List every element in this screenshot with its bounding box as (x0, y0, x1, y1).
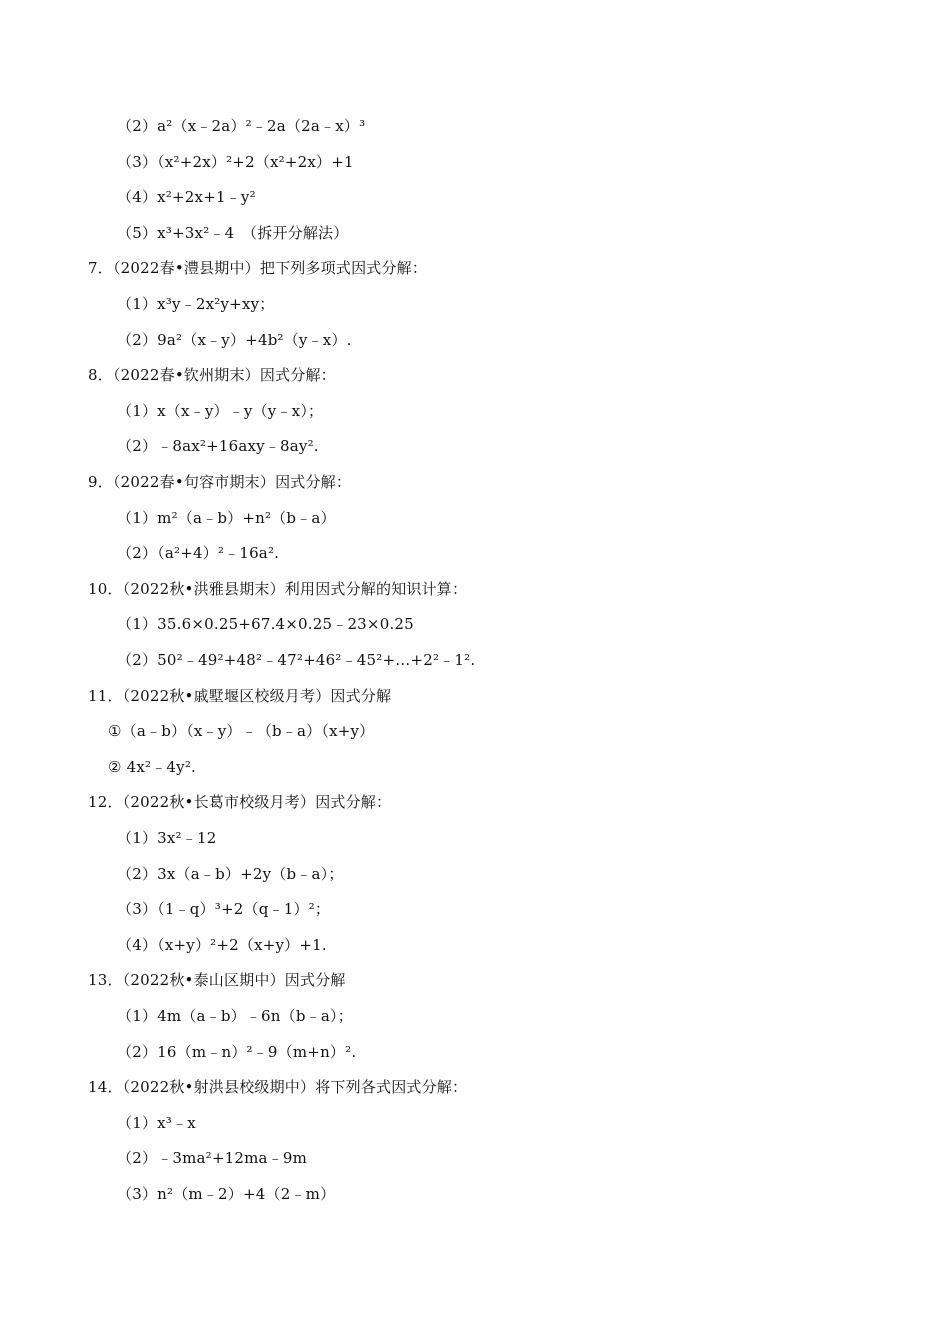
sub-item: （4）（x+y）²+2（x+y）+1. (117, 936, 327, 954)
sub-item: （1）m²（a﹣b）+n²（b﹣a） (117, 509, 336, 527)
sub-item: （2）﹣8ax²+16axy﹣8ay². (117, 437, 319, 455)
sub-item: （1）x³y﹣2x²y+xy； (117, 295, 275, 313)
sub-item: （1）x（x﹣y）﹣y（y﹣x）； (117, 402, 324, 420)
sub-item: （2）9a²（x﹣y）+4b²（y﹣x）. (117, 331, 352, 349)
question-heading: 11．（2022秋•戚墅堰区校级月考）因式分解 (88, 687, 392, 705)
question-heading: 14．（2022秋•射洪县校级期中）将下列各式因式分解： (88, 1078, 468, 1096)
question-heading: 9．（2022春•句容市期末）因式分解： (88, 473, 352, 491)
sub-item: （3）（1﹣q）³+2（q﹣1）²； (117, 900, 331, 918)
question-heading: 13．（2022秋•泰山区期中）因式分解 (88, 971, 346, 989)
sub-item: （2）a²（x﹣2a）²﹣2a（2a﹣x）³ (117, 117, 366, 135)
question-heading: 12．（2022秋•长葛市校级月考）因式分解： (88, 793, 392, 811)
sub-item: （4）x²+2x+1﹣y² (117, 188, 256, 206)
question-heading: 10．（2022秋•洪雅县期末）利用因式分解的知识计算： (88, 580, 468, 598)
sub-item: ② 4x²﹣4y². (108, 758, 197, 776)
sub-item: （1）x³﹣x (117, 1114, 196, 1132)
sub-item: （5）x³+3x²﹣4 （拆开分解法） (117, 224, 349, 242)
sub-item: （1）35.6×0.25+67.4×0.25﹣23×0.25 (117, 615, 414, 633)
sub-item: （2）﹣3ma²+12ma﹣9m (117, 1149, 308, 1167)
sub-item: ①（a﹣b）（x﹣y）﹣（b﹣a）（x+y） (108, 722, 375, 740)
sub-item: （3）（x²+2x）²+2（x²+2x）+1 (117, 153, 354, 171)
question-heading: 8．（2022春•钦州期末）因式分解： (88, 366, 336, 384)
sub-item: （1）4m（a﹣b）﹣6n（b﹣a）； (117, 1007, 353, 1025)
sub-item: （2）16（m﹣n）²﹣9（m+n）². (117, 1043, 357, 1061)
sub-item: （2）3x（a﹣b）+2y（b﹣a）； (117, 865, 344, 883)
sub-item: （2）（a²+4）²﹣16a². (117, 544, 280, 562)
sub-item: （2）50²﹣49²+48²﹣47²+46²﹣45²+…+2²﹣1². (117, 651, 476, 669)
sub-item: （1）3x²﹣12 (117, 829, 217, 847)
sub-item: （3）n²（m﹣2）+4（2﹣m） (117, 1185, 336, 1203)
question-heading: 7．（2022春•澧县期中）把下列多项式因式分解： (88, 259, 428, 277)
